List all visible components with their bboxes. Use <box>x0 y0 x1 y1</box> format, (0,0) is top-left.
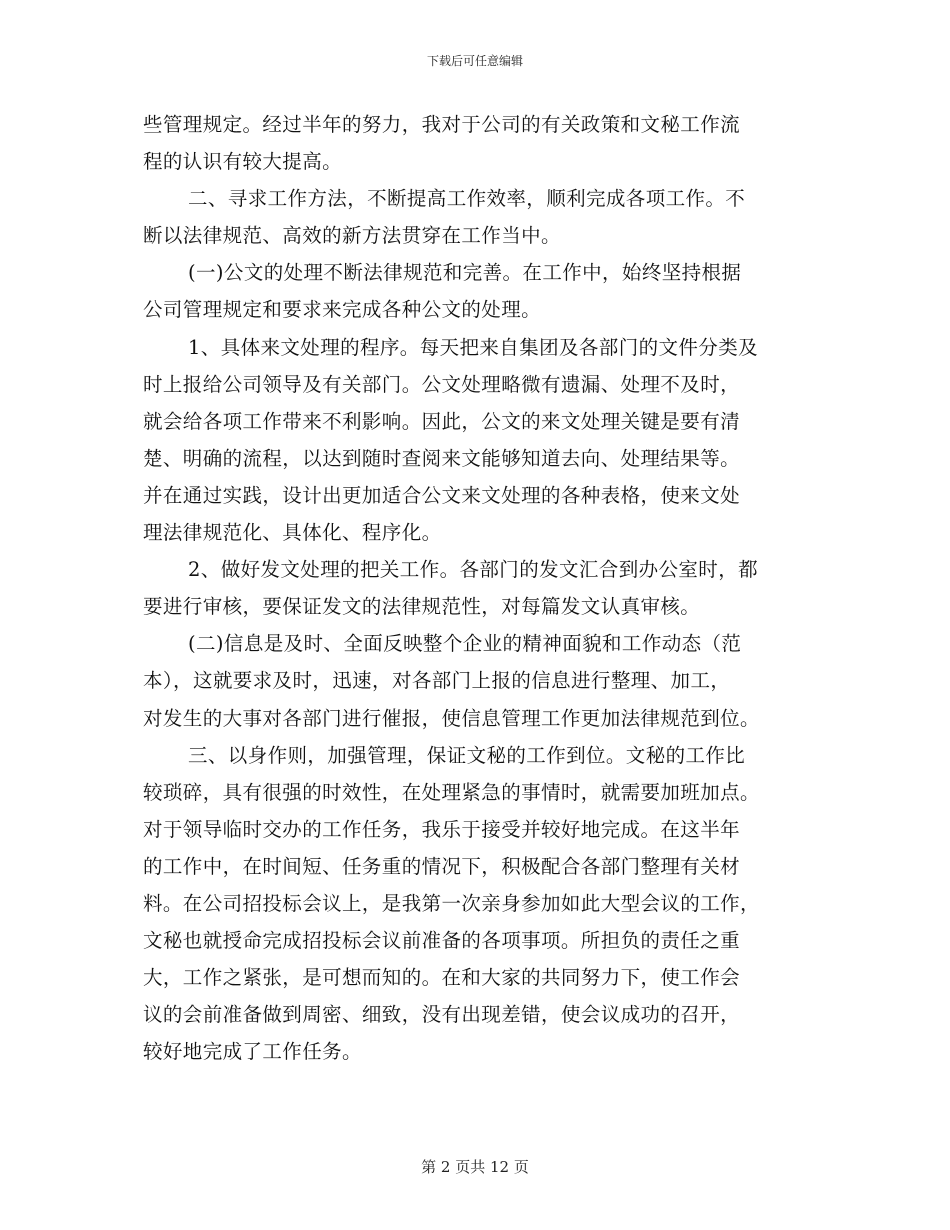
text-line: 楚、明确的流程，以达到随时查阅来文能够知道去向、处理结果等。 <box>143 446 741 470</box>
text-line: 对发生的大事对各部门进行催报，使信息管理工作更加法律规范到位。 <box>143 706 760 730</box>
text-line: 三、以身作则，加强管理，保证文秘的工作到位。文秘的工作比 <box>188 743 746 767</box>
text-line: 的工作中，在时间短、任务重的情况下，积极配合各部门整理有关材 <box>143 854 741 878</box>
text-line: (一)公文的处理不断法律规范和完善。在工作中，始终坚持根据 <box>188 261 742 285</box>
text-line: (二)信息是及时、全面反映整个企业的精神面貌和工作动态（范 <box>188 632 742 656</box>
page-header: 下载后可任意编辑 <box>426 54 523 68</box>
text-line: 议的会前准备做到周密、细致，没有出现差错，使会议成功的召开， <box>143 1003 741 1027</box>
page-footer: 第 2 页共 12 页 <box>421 1158 529 1176</box>
text-line: 料。在公司招投标会议上，是我第一次亲身参加如此大型会议的工作， <box>143 891 760 915</box>
text-line: 时上报给公司领导及有关部门。公文处理略微有遗漏、处理不及时， <box>143 372 741 396</box>
text-line: 本），这就要求及时，迅速，对各部门上报的信息进行整理、加工， <box>143 669 731 693</box>
text-line: 理法律规范化、具体化、程序化。 <box>143 521 442 545</box>
text-line: 二、寻求工作方法，不断提高工作效率，顺利完成各项工作。不 <box>188 187 746 211</box>
text-line: 较好地完成了工作任务。 <box>143 1040 362 1064</box>
text-line: 文秘也就授命完成招投标会议前准备的各项事项。所担负的责任之重 <box>143 929 741 953</box>
text-line: 公司管理规定和要求来完成各种公文的处理。 <box>143 298 542 322</box>
body-text <box>143 106 807 1070</box>
text-line: 较琐碎，具有很强的时效性，在处理紧急的事情时，就需要加班加点。 <box>143 780 760 804</box>
text-line: 就会给各项工作带来不利影响。因此，公文的来文处理关键是要有清 <box>143 409 741 433</box>
text-line: 要进行审核，要保证发文的法律规范性，对每篇发文认真审核。 <box>143 595 701 619</box>
text-line: 些管理规定。经过半年的努力，我对于公司的有关政策和文秘工作流 <box>143 113 741 136</box>
text-line: 对于领导临时交办的工作任务，我乐于接受并较好地完成。在这半年 <box>143 817 741 841</box>
text-line: 程的认识有较大提高。 <box>143 150 343 174</box>
text-line: 大，工作之紧张，是可想而知的。在和大家的共同努力下，使工作会 <box>143 966 741 990</box>
text-line: 并在通过实践，设计出更加适合公文来文处理的各种表格，使来文处 <box>143 483 741 507</box>
text-line: 1、具体来文处理的程序。每天把来自集团及各部门的文件分类及 <box>188 335 759 359</box>
text-line: 断以法律规范、高效的新方法贯穿在工作当中。 <box>143 224 561 248</box>
text-line: 2、做好发文处理的把关工作。各部门的发文汇合到办公室时，都 <box>188 558 759 582</box>
